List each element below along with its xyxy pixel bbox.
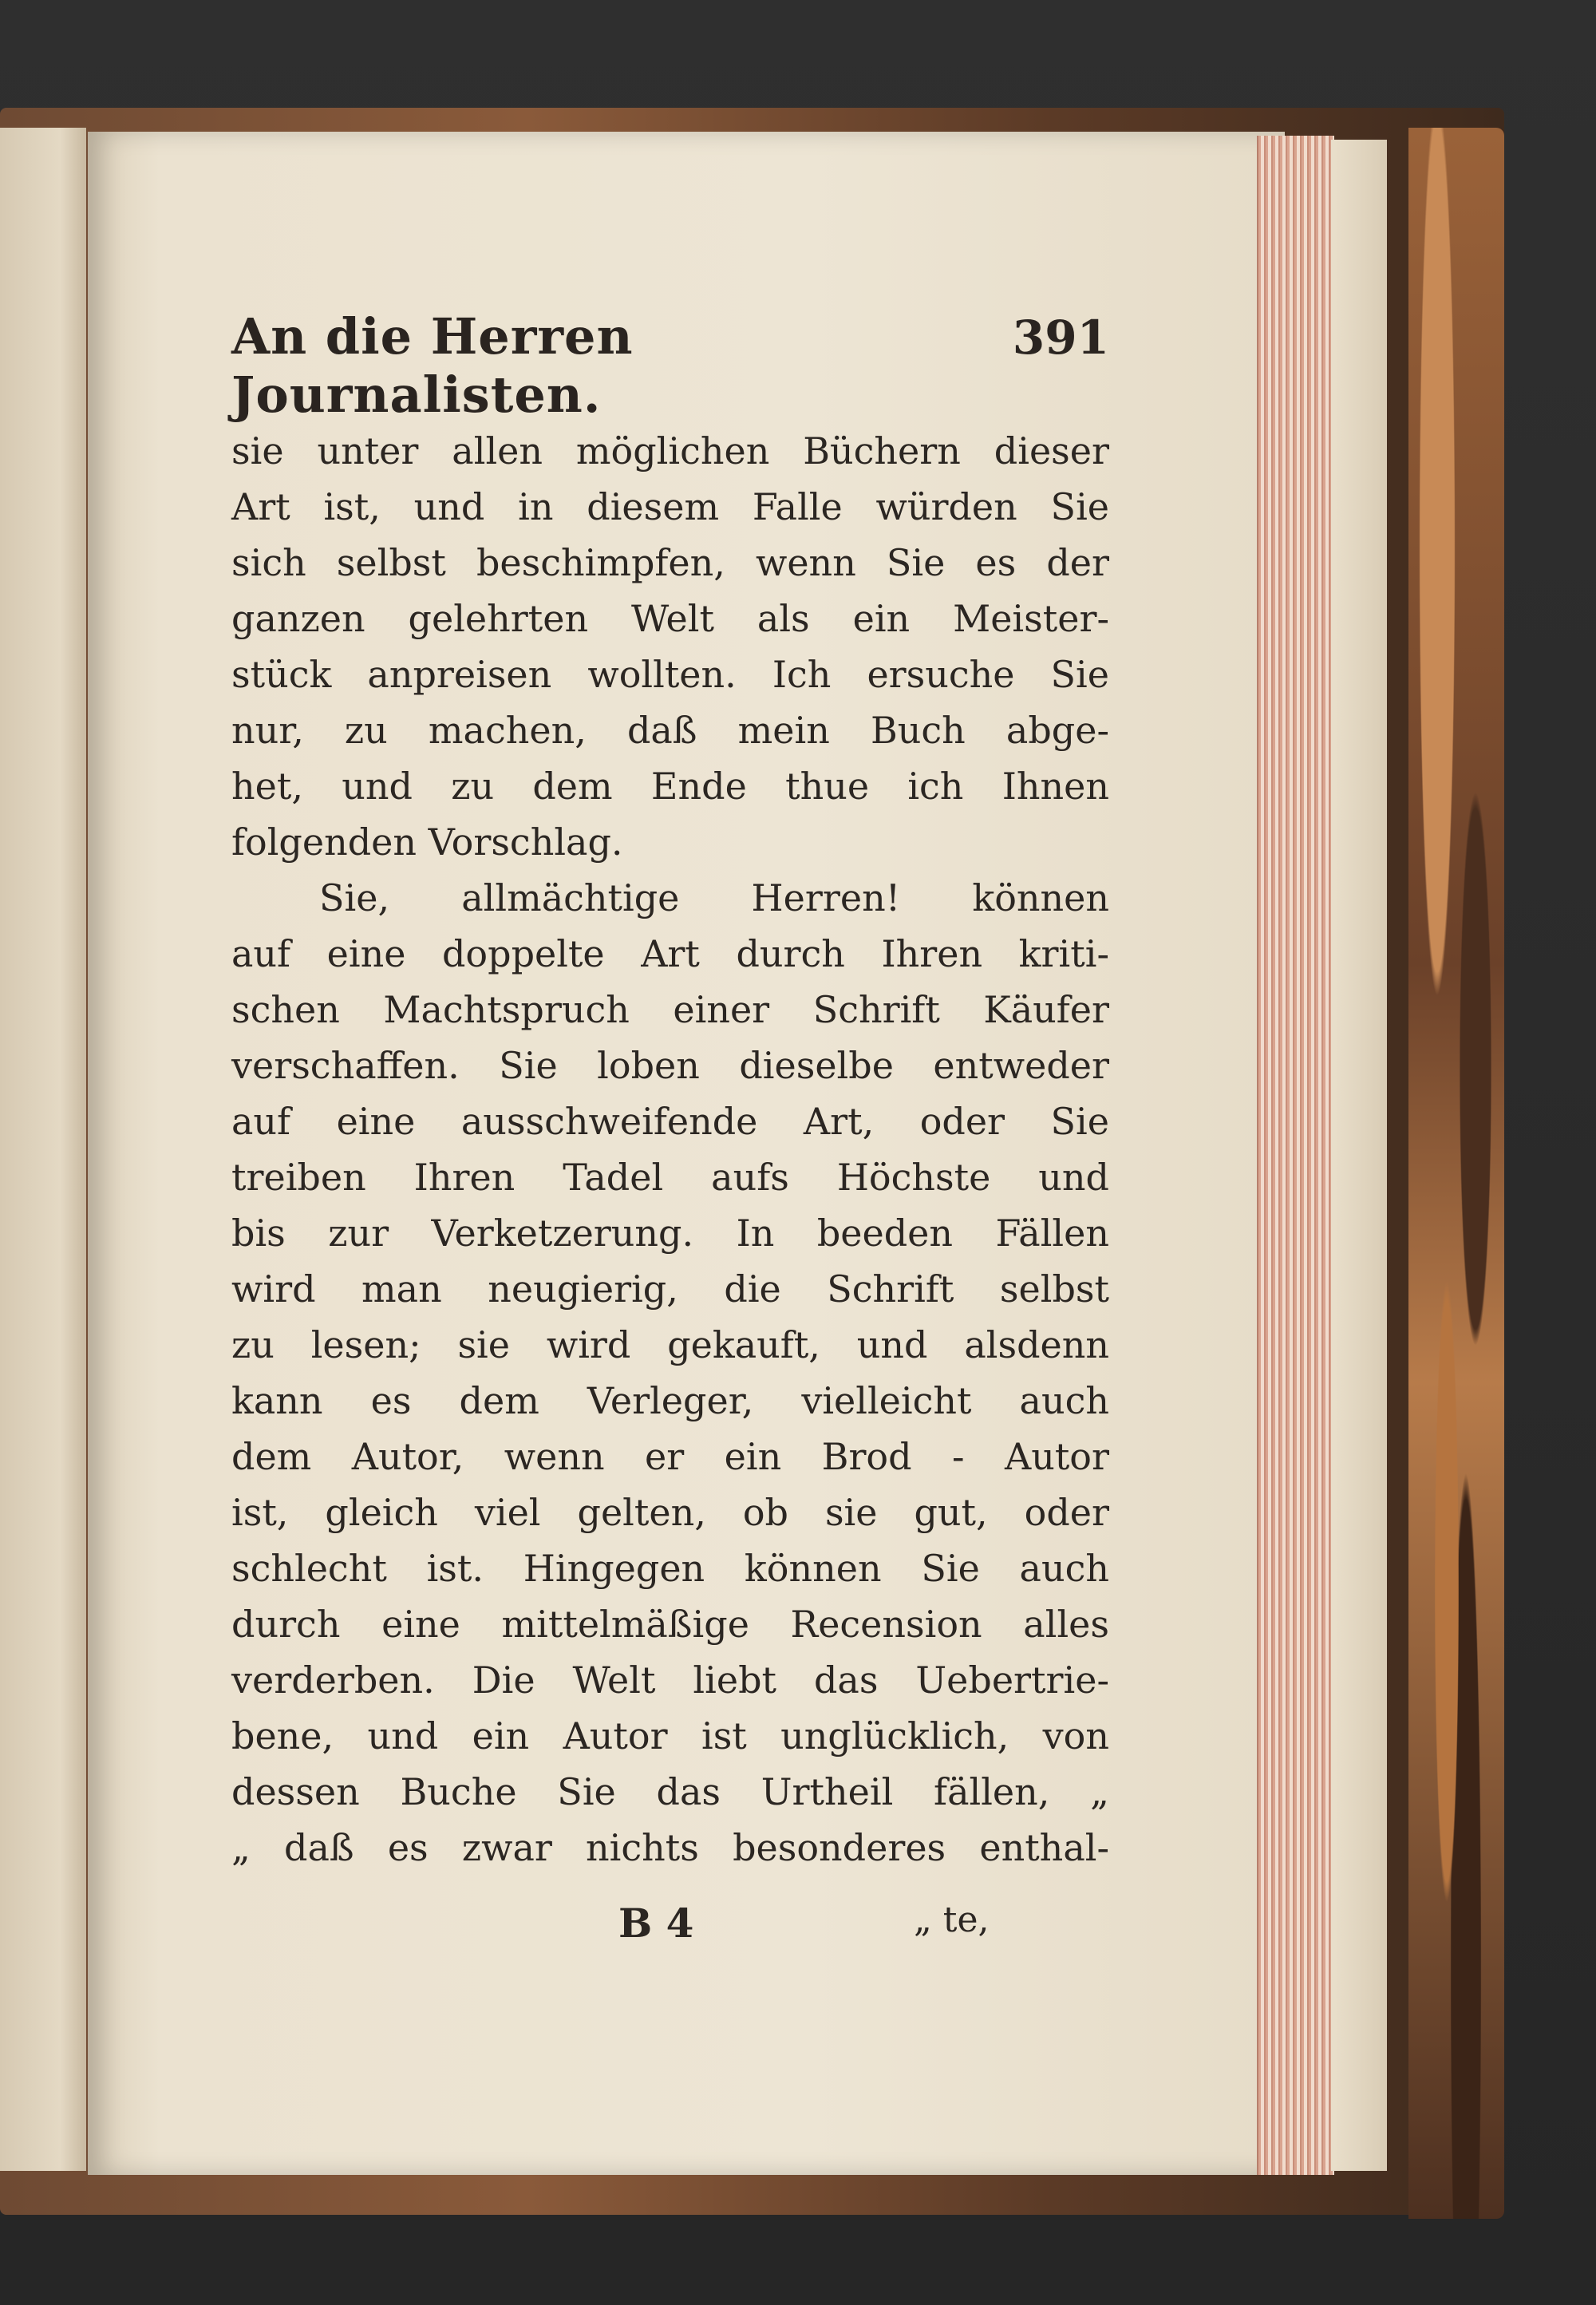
page-number: 391 xyxy=(1012,310,1109,365)
text-line: bis zur Verketzerung. In beeden Fällen xyxy=(231,1212,1109,1255)
catchword: „ te, xyxy=(914,1900,990,1940)
text-line: verderben. Die Welt liebt das Uebertrie- xyxy=(231,1659,1109,1702)
page-stack-edges xyxy=(1257,136,1334,2175)
text-line: ist, gleich viel gelten, ob sie gut, oder xyxy=(231,1491,1109,1534)
text-line: nur, zu machen, daß mein Buch abge- xyxy=(231,709,1109,752)
page-footer xyxy=(231,1900,1109,1955)
running-head xyxy=(231,307,1109,424)
text-line: wird man neugierig, die Schrift selbst xyxy=(231,1267,1109,1311)
text-line: Sie, allmächtige Herren! können xyxy=(319,876,1109,919)
text-line: dessen Buche Sie das Urtheil fällen, „ xyxy=(231,1770,1109,1813)
text-line: ganzen gelehrten Welt als ein Meister- xyxy=(231,597,1109,640)
body-text xyxy=(231,423,1109,1876)
running-head-title: An die Herren Journalisten. xyxy=(231,307,634,424)
text-line: auf eine ausschweifende Art, oder Sie xyxy=(231,1100,1109,1143)
text-line: verschaffen. Sie loben dieselbe entweder xyxy=(231,1044,1109,1087)
text-line: schen Machtspruch einer Schrift Käufer xyxy=(231,988,1109,1031)
text-line: sie unter allen möglichen Büchern dieser xyxy=(231,429,1109,472)
text-line: dem Autor, wenn er ein Brod - Autor xyxy=(231,1435,1109,1478)
facing-page-edge xyxy=(0,128,86,2171)
text-line: „ daß es zwar nichts besonderes enthal- xyxy=(231,1826,1109,1869)
marbled-cover-edge xyxy=(1408,128,1504,2219)
text-line: Art ist, und in diesem Falle würden Sie xyxy=(231,485,1109,528)
text-line: bene, und ein Autor ist unglücklich, von xyxy=(231,1714,1109,1757)
text-line: stück anpreisen wollten. Ich ersuche Sie xyxy=(231,653,1109,696)
text-line: zu lesen; sie wird gekauft, und alsdenn xyxy=(231,1323,1109,1366)
endpaper xyxy=(1331,140,1387,2171)
text-line: sich selbst beschimpfen, wenn Sie es der xyxy=(231,541,1109,584)
text-line: durch eine mittelmäßige Recension alles xyxy=(231,1603,1109,1646)
text-line: folgenden Vorschlag. xyxy=(231,820,623,864)
text-line: schlecht ist. Hingegen können Sie auch xyxy=(231,1547,1109,1590)
text-line: kann es dem Verleger, vielleicht auch xyxy=(231,1379,1109,1422)
signature-mark: B 4 xyxy=(618,1900,694,1947)
text-line: het, und zu dem Ende thue ich Ihnen xyxy=(231,765,1109,808)
text-line: treiben Ihren Tadel aufs Höchste und xyxy=(231,1156,1109,1199)
text-line: auf eine doppelte Art durch Ihren kriti- xyxy=(231,932,1109,975)
